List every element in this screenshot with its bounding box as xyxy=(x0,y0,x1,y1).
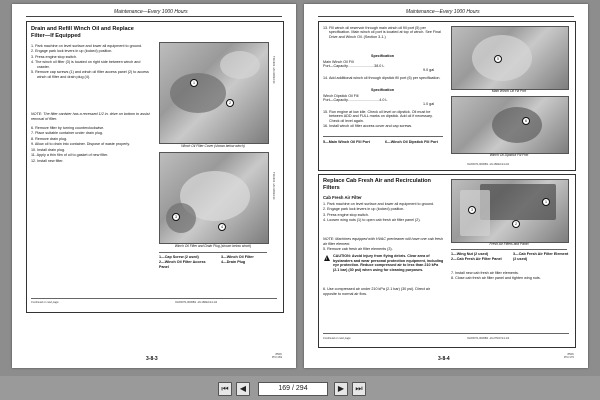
section2-title-line-1: Replace Cab Fresh Air and Recirculation xyxy=(323,178,431,184)
legend-item-4: 4—Drain Plug xyxy=(221,260,246,264)
photo1-code: T311933 -UN-16DEC14 xyxy=(272,56,275,84)
content-box-1 xyxy=(318,21,576,171)
last-page-button[interactable]: ⏭ xyxy=(352,382,366,396)
step-15: 15. Run engine at low idle. Check oil level on dipstick. Oil must be between ADD and FULL marks on dipstick. Add oil if necessary. Check oil level again. xyxy=(323,110,433,123)
photo2-caption: Winch Oil Filter and Drain Plug (shown below winch) xyxy=(174,244,252,248)
step-10: 10. Install drain plug. xyxy=(31,147,66,152)
callout-5: 5 xyxy=(494,55,502,63)
legend2-item-2: 2—Cab Fresh Air Filter Panel xyxy=(451,257,502,261)
legend-rule xyxy=(323,136,443,137)
page-ref-pn: PN=169 xyxy=(271,355,282,360)
page-number-field[interactable]: 169 / 294 xyxy=(258,382,328,396)
legend2-item-3: 3—Cab Fresh Air Filter Element (2 used) xyxy=(513,252,569,261)
content-box xyxy=(26,21,284,313)
spec2-title: Specification xyxy=(371,88,394,92)
spec1-gal: 9.0 gal xyxy=(423,68,435,72)
legend-rule xyxy=(159,252,267,253)
sub-title: Cab Fresh Air Filter xyxy=(323,195,362,200)
step-11: 11. Apply a thin film of oil to gasket of new filter. xyxy=(31,153,109,158)
section2-title-line-2: Filters xyxy=(323,185,340,191)
step-8: 8. Close cab fresh air filter panel and tighten wing nuts. xyxy=(451,276,541,281)
steps-list-3 xyxy=(451,271,567,282)
photo1-caption: Winch Oil Filter Cover (shown below winch) xyxy=(181,144,245,148)
next-page-button[interactable]: ▶ xyxy=(334,382,348,396)
steps-list xyxy=(323,26,443,40)
step-4: 4. Loosen wing nuts (1) to open cab fresh air filter panel (2). xyxy=(323,218,421,223)
step-5: 5. Remove cab fresh air filter elements (3). xyxy=(323,247,393,251)
spec2-label: Winch Dipstick Oil Fill xyxy=(323,94,359,98)
right-page xyxy=(304,4,588,368)
prev-page-button[interactable]: ◀ xyxy=(236,382,250,396)
callout-2: 2 xyxy=(226,99,234,107)
callout-1: 1 xyxy=(542,198,550,206)
winch-filter-cover-photo xyxy=(159,42,269,144)
continued-note: Continued on next page xyxy=(323,337,351,340)
page-ref-model: 850K xyxy=(567,352,574,356)
callout-1: 1 xyxy=(190,79,198,87)
spec2-capacity: Port—Capacity...............................4.0 L xyxy=(323,98,388,102)
legend-rule-2 xyxy=(451,249,567,250)
legend-item-2: 2—Winch Oil Filter Access Panel xyxy=(159,260,206,269)
header-rule xyxy=(26,16,282,17)
callout-3: 3 xyxy=(468,206,476,214)
photo2-caption: Winch Oil Dipstick Fill Port xyxy=(489,153,529,157)
winch-filter-drain-photo xyxy=(159,152,269,244)
legend-item-6: 6—Winch Oil Dipstick Fill Port xyxy=(385,140,438,144)
legend-item-5: 5—Main Winch Oil Fill Port xyxy=(323,140,370,144)
spec1-capacity: Port—Capacity..........................38.0 L xyxy=(323,64,385,68)
callout-6: 6 xyxy=(522,117,530,125)
page-ref xyxy=(256,353,282,360)
footer-rule xyxy=(323,333,569,334)
caution-icon: ! xyxy=(324,255,330,261)
step-1: 1. Park machine on level surface and lower all equipment to ground. xyxy=(323,202,435,206)
step-2: 2. Engage park lock levers in up (locked) position. xyxy=(31,49,113,54)
photo3-caption: Fresh Air Filters and Panel xyxy=(489,242,529,246)
steps-list-c xyxy=(323,110,443,130)
content-box-2 xyxy=(318,174,576,348)
step-14: 14. Add additional winch oil through dipstick fill port (6) per specification. xyxy=(323,76,441,80)
step-8: 8. Remove drain plug. xyxy=(31,136,68,141)
page-ref-pn: PN=170 xyxy=(563,355,574,360)
left-page xyxy=(12,4,296,368)
running-head: Maintenance—Every 1000 Hours xyxy=(406,9,480,15)
section-title-line-2: Filter—If Equipped xyxy=(31,33,81,39)
step-9: 9. Allow oil to drain into container. Dispose of waste properly. xyxy=(31,142,130,147)
spec2-gal: 1.0 gal xyxy=(423,102,435,106)
spec1-label: Main Winch Oil Fill xyxy=(323,60,354,64)
step-4: 4. The winch oil filter (3) is located on right side between winch and crawler. xyxy=(31,60,141,69)
step-6: 6. Remove filter by turning counterclockwise. xyxy=(31,126,105,130)
steps-list xyxy=(31,44,153,80)
viewer-toolbar xyxy=(0,376,600,400)
steps-list-2 xyxy=(31,126,153,164)
doc-code-2: OHX6071,0000B2 -19-27NOV14-1/2 xyxy=(467,337,510,340)
note2: NOTE: Machines equipped with HVAC precleaner will have one cab fresh air filter element. xyxy=(323,237,443,246)
page-number: 3-8-4 xyxy=(438,356,450,362)
spec1-title: Specification xyxy=(371,54,394,58)
doc-code: OHX6071,0000B1 -19-16DEC14-1/2 xyxy=(175,301,218,304)
photo2-code: T311934 -UN-16DEC14 xyxy=(272,172,275,200)
fresh-air-filter-photo xyxy=(451,179,569,243)
step-7: 7. Install new cab fresh air filter elements. xyxy=(451,271,519,275)
first-page-button[interactable]: ⏮ xyxy=(218,382,232,396)
doc-code-1: OHX6071,0000B1 -19-16DEC14-2/2 xyxy=(467,163,510,166)
step-7: 7. Place suitable container under drain plug. xyxy=(31,131,103,136)
step-5: 5. Remove cap screws (1) and winch oil filter access panel (2) to access winch oil filter and drain plug (4). xyxy=(31,70,149,79)
dipstick-fill-port-photo xyxy=(451,96,569,154)
callout-2: 2 xyxy=(512,220,520,228)
step-12: 12. Install new filter. xyxy=(31,158,64,163)
step-3: 3. Press engine stop switch. xyxy=(323,212,369,217)
step-6: 6. Use compressed air under 210 kPa (2.1 bar) (30 psi). Direct air opposite to normal air flow. xyxy=(323,287,430,296)
note: NOTE: The filter canister has a recessed 1/2 in. drive on bottom to assist removal of filter. xyxy=(31,112,150,121)
running-head: Maintenance—Every 1000 Hours xyxy=(114,9,188,15)
callout-3: 3 xyxy=(172,213,180,221)
caution-text: CAUTION: Avoid injury from flying debris. Clear area of bystanders and wear personal protection equipment, including eye protection. Reduce compressed air to less than 210 kPa (2.1 bar) (30 psi) when using for cleaning purposes. xyxy=(333,254,444,272)
photo1-caption: Main Winch Oil Fill Port xyxy=(491,89,527,93)
page-number: 3-8-3 xyxy=(146,356,158,362)
step-16: 16. Install winch oil filter access cover and cap screws. xyxy=(323,124,413,129)
header-rule xyxy=(318,16,574,17)
section-title-line-1: Drain and Refill Winch Oil and Replace xyxy=(31,26,134,32)
footer-rule xyxy=(31,298,277,299)
step-1: 1. Park machine on level surface and lower all equipment to ground. xyxy=(31,44,143,48)
page-ref xyxy=(548,353,574,360)
steps-list-b xyxy=(323,76,443,81)
page-ref-model: 850K xyxy=(275,352,282,356)
continued-note: Continued on next page xyxy=(31,301,59,304)
legend-item-3: 3—Winch Oil Filter xyxy=(221,255,254,259)
legend-item-1: 1—Cap Screw (2 used) xyxy=(159,255,199,259)
step-13: 13. Fill winch oil reservoir through main winch oil fill port (5) per specification. Main winch oil port is located at top of winch. See Final Drive and Winch Oil. (Section 3-1.) xyxy=(323,26,441,39)
step-2: 2. Engage park lock levers in up (locked) position. xyxy=(323,207,405,212)
main-winch-fill-port-photo xyxy=(451,26,569,90)
callout-4: 4 xyxy=(218,223,226,231)
steps-list-2 xyxy=(323,202,443,224)
legend2-item-1: 1—Wing Nut (2 used) xyxy=(451,252,489,256)
step-3: 3. Press engine stop switch. xyxy=(31,54,77,59)
